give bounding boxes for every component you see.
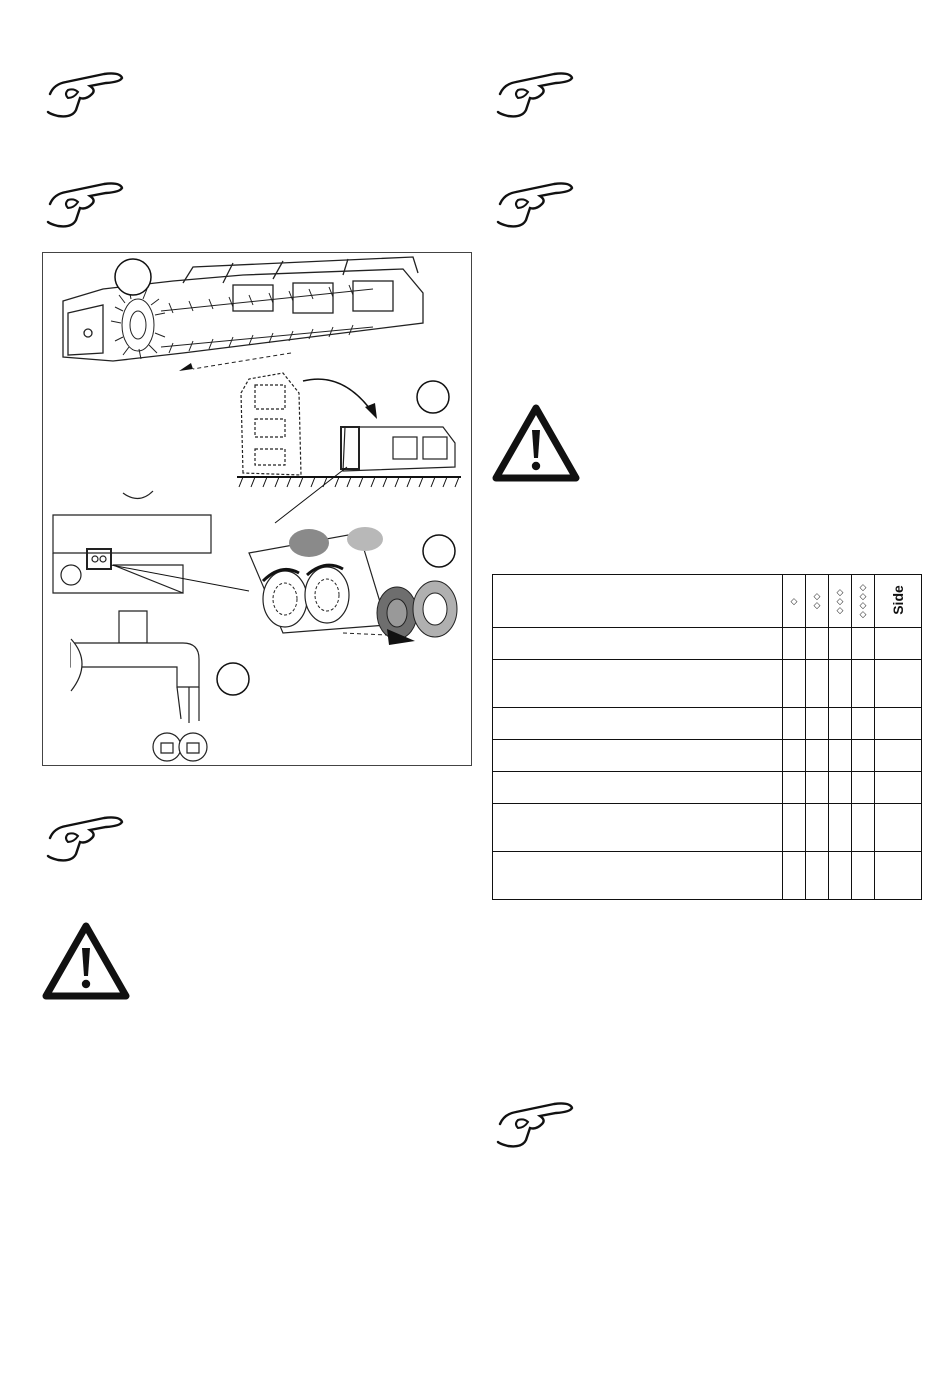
table-row [493, 660, 922, 708]
table-row [493, 772, 922, 804]
table-row [493, 852, 922, 900]
pointing-hand-icon [494, 178, 574, 228]
header-description-cell [493, 575, 783, 628]
pointing-hand-icon [44, 812, 124, 862]
pointing-hand-icon [494, 1098, 574, 1148]
table-row [493, 708, 922, 740]
callout-2 [417, 381, 449, 413]
pointing-hand-icon [44, 178, 124, 228]
mower-roller-drawing [43, 253, 471, 765]
header-two-diamonds: ◇ ◇ [806, 575, 829, 628]
table-header-row [493, 575, 922, 628]
header-three-diamonds: ◇ ◇ ◇ [829, 575, 852, 628]
settings-table [492, 574, 922, 900]
warning-triangle-icon [42, 922, 130, 1000]
table-row [493, 804, 922, 852]
pointing-hand-icon [494, 68, 574, 118]
header-one-diamond: ◇ [783, 575, 806, 628]
callout-4 [217, 663, 249, 695]
header-side-cell [875, 575, 922, 628]
pointing-hand-icon [44, 68, 124, 118]
cleaning-illustration [42, 252, 472, 766]
warning-triangle-icon [492, 404, 580, 482]
header-four-diamonds: ◇ ◇ ◇ ◇ [852, 575, 875, 628]
callout-3 [423, 535, 455, 567]
side-label: Side [889, 585, 906, 615]
callout-1 [115, 259, 151, 295]
table-row [493, 740, 922, 772]
table-row [493, 628, 922, 660]
